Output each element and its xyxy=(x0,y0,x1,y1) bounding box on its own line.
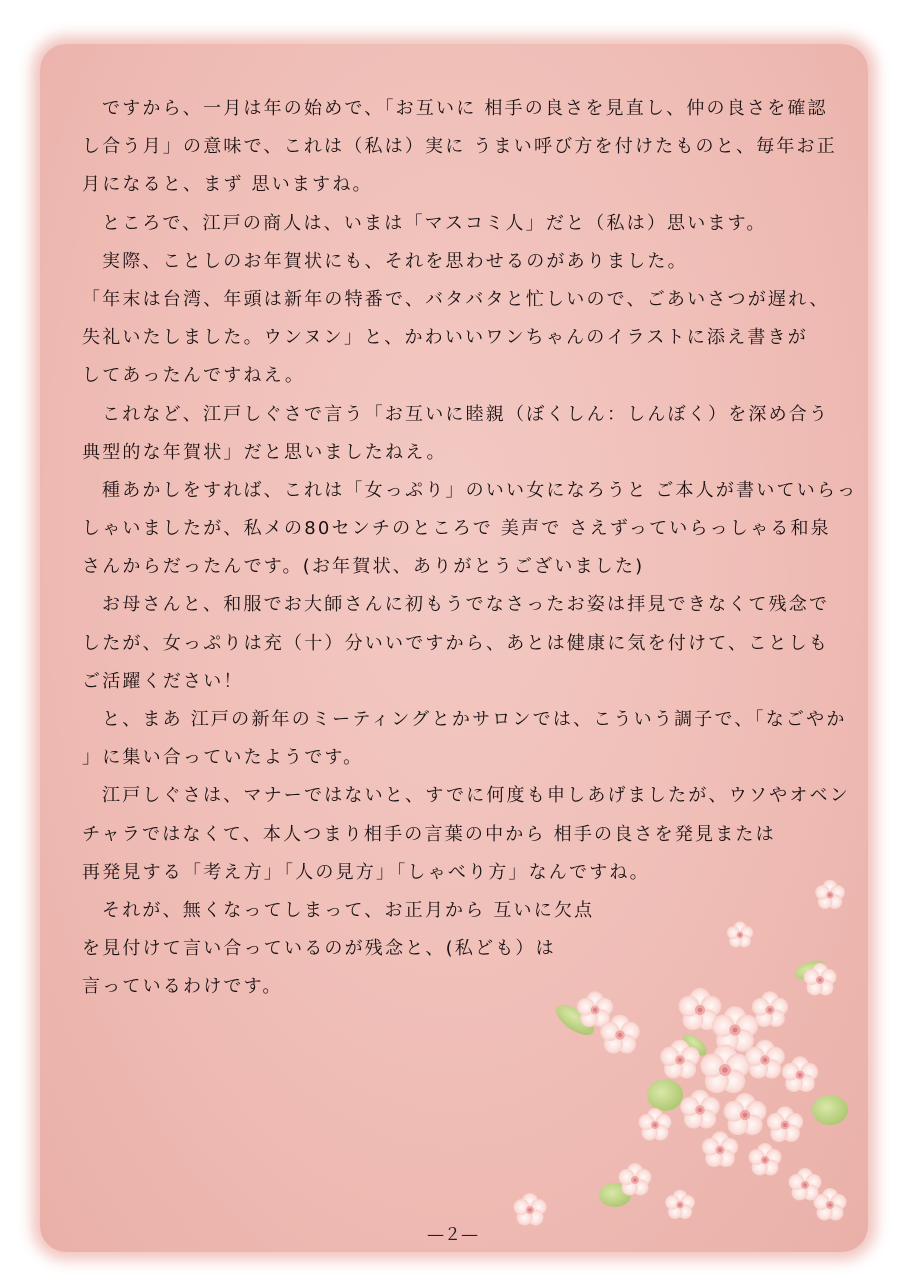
page-number: —２— xyxy=(427,1225,478,1245)
text-line: 」に集い合っていたようです。 xyxy=(82,747,364,769)
text-line: したが、女っぷりは充（十）分いいですから、あとは健康に気を付けて、ことしも xyxy=(82,632,830,654)
paragraph xyxy=(82,586,832,701)
text-line: お母さんと、和服でお大師さんに初もうでなさったお姿は拝見できなくて残念で xyxy=(102,594,830,616)
text-line: 失礼いたしました。ウンヌン」と、かわいいワンちゃんのイラストに添え書きが xyxy=(82,327,808,349)
paragraph xyxy=(82,281,832,396)
text-line: チャラではなくて、本人つまり相手の言葉の中から 相手の良さを発見または xyxy=(82,823,776,845)
text-line: 種あかしをすれば、これは「女っぷり」のいい女になろうと ご本人が書いていらっ xyxy=(102,479,858,501)
text-line: 言っているわけです。 xyxy=(82,976,283,998)
text-line: 実際、ことしのお年賀状にも、それを思わせるのがありました。 xyxy=(102,250,688,272)
text-line: さんからだったんです。(お年賀状、ありがとうございました) xyxy=(82,556,645,578)
paragraph xyxy=(82,701,847,777)
text-line: ところで、江戸の商人は、いまは「マスコミ人」だと（私は）思います。 xyxy=(102,212,767,234)
text-line: それが、無くなってしまって、お正月から 互いに欠点 xyxy=(102,899,595,921)
text-line: ご活躍ください！ xyxy=(82,670,244,692)
text-line: してあったんですねえ。 xyxy=(82,365,306,387)
text-line: 江戸しぐさは、マナーではないと、すでに何度も申しあげましたが、ウソやオベン xyxy=(102,785,850,807)
paragraph xyxy=(82,243,832,281)
text-line: しゃいましたが、私メの80センチのところで 美声で さえずっていらっしゃる和泉 xyxy=(82,518,831,540)
blossom-group xyxy=(514,880,847,1226)
text-line: これなど、江戸しぐさで言う「お互いに睦親（ぼくしん：しんぼく）を深め合う xyxy=(102,403,830,425)
text-line: 「年末は台湾、年頭は新年の特番で、バタバタと忙しいので、ごあいさつが遅れ、 xyxy=(82,288,830,310)
paragraph xyxy=(82,90,837,205)
cherry-blossom-illustration xyxy=(500,860,880,1240)
text-line: 再発見する「考え方」「人の見方」「しゃべり方」なんですね。 xyxy=(82,861,650,883)
paragraph xyxy=(82,396,832,472)
text-line: 月になると、まず 思いますね。 xyxy=(82,174,373,196)
text-line: 典型的な年賀状」だと思いましたねえ。 xyxy=(82,441,447,463)
text-line: し合う月」の意味で、これは（私は）実に うまい呼び方を付けたものと、毎年お正 xyxy=(82,136,837,158)
paragraph xyxy=(82,205,832,243)
text-line: ですから、一月は年の始めで、「お互いに 相手の良さを見直し、仲の良さを確認 xyxy=(102,98,828,119)
text-line: を見付けて言い合っているのが残念と、(私ども）は xyxy=(82,938,556,960)
text-line: と、まあ 江戸の新年のミーティングとかサロンでは、こういう調子で、「なごやか xyxy=(102,709,847,730)
paragraph xyxy=(82,472,858,587)
